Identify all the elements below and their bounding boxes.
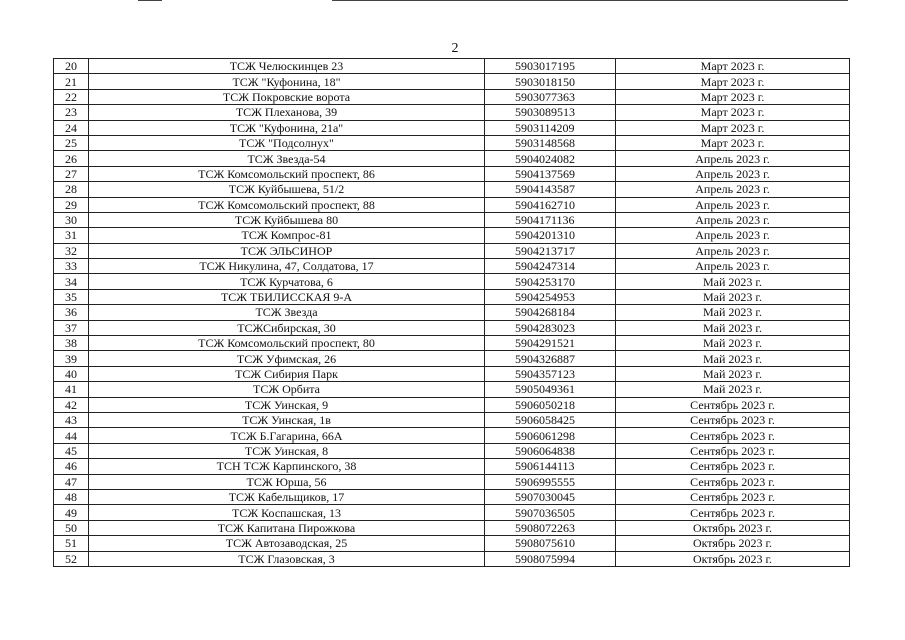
organization-name: ТСН ТСЖ Карпинского, 38 — [89, 459, 485, 474]
organization-name: ТСЖ Коспашская, 13 — [89, 505, 485, 520]
table-row — [54, 135, 850, 150]
organization-name: ТСЖ Комсомольский проспект, 80 — [89, 336, 485, 351]
period: Октябрь 2023 г. — [616, 520, 850, 535]
table-row — [54, 305, 850, 320]
row-number: 51 — [54, 536, 89, 551]
table-row — [54, 489, 850, 504]
period: Сентябрь 2023 г. — [616, 412, 850, 427]
row-number: 37 — [54, 320, 89, 335]
period: Май 2023 г. — [616, 274, 850, 289]
row-number: 22 — [54, 89, 89, 104]
organization-name: ТСЖ Звезда-54 — [89, 151, 485, 166]
period: Апрель 2023 г. — [616, 228, 850, 243]
row-number: 44 — [54, 428, 89, 443]
tax-id: 5903148568 — [485, 135, 616, 150]
organization-name: ТСЖ Курчатова, 6 — [89, 274, 485, 289]
row-number: 48 — [54, 489, 89, 504]
period: Май 2023 г. — [616, 289, 850, 304]
row-number: 47 — [54, 474, 89, 489]
row-number: 35 — [54, 289, 89, 304]
tax-id: 5904357123 — [485, 366, 616, 381]
table-row — [54, 351, 850, 366]
tax-id: 5903077363 — [485, 89, 616, 104]
period: Сентябрь 2023 г. — [616, 443, 850, 458]
top-edge-rule-left — [138, 0, 162, 1]
table-row — [54, 120, 850, 135]
tax-id: 5903017195 — [485, 59, 616, 74]
period: Апрель 2023 г. — [616, 212, 850, 227]
tax-id: 5907030045 — [485, 489, 616, 504]
organization-name: ТСЖ "Куфонина, 18" — [89, 74, 485, 89]
tax-id: 5904283023 — [485, 320, 616, 335]
row-number: 43 — [54, 412, 89, 427]
organization-name: ТСЖ Б.Гагарина, 66А — [89, 428, 485, 443]
table-row — [54, 536, 850, 551]
organization-name: ТСЖ Никулина, 47, Солдатова, 17 — [89, 259, 485, 274]
row-number: 50 — [54, 520, 89, 535]
row-number: 27 — [54, 166, 89, 181]
table-row — [54, 551, 850, 566]
table-row — [54, 320, 850, 335]
organization-name: ТСЖ ЭЛЬСИНОР — [89, 243, 485, 258]
table-row — [54, 274, 850, 289]
period: Май 2023 г. — [616, 366, 850, 381]
tax-id: 5908072263 — [485, 520, 616, 535]
table-row — [54, 412, 850, 427]
period: Сентябрь 2023 г. — [616, 459, 850, 474]
organization-name: ТСЖ Комсомольский проспект, 86 — [89, 166, 485, 181]
organization-name: ТСЖ Комсомольский проспект, 88 — [89, 197, 485, 212]
period: Март 2023 г. — [616, 59, 850, 74]
tax-id: 5905049361 — [485, 382, 616, 397]
row-number: 24 — [54, 120, 89, 135]
tax-id: 5904268184 — [485, 305, 616, 320]
row-number: 42 — [54, 397, 89, 412]
period: Апрель 2023 г. — [616, 182, 850, 197]
organization-name: ТСЖ "Куфонина, 21а" — [89, 120, 485, 135]
tax-id: 5904143587 — [485, 182, 616, 197]
organization-name: ТСЖ Капитана Пирожкова — [89, 520, 485, 535]
tax-id: 5904291521 — [485, 336, 616, 351]
organization-name: ТСЖ Кабельщиков, 17 — [89, 489, 485, 504]
table-row — [54, 397, 850, 412]
tax-id: 5903114209 — [485, 120, 616, 135]
period: Сентябрь 2023 г. — [616, 474, 850, 489]
row-number: 25 — [54, 135, 89, 150]
row-number: 32 — [54, 243, 89, 258]
tax-id: 5906995555 — [485, 474, 616, 489]
tax-id: 5904326887 — [485, 351, 616, 366]
period: Сентябрь 2023 г. — [616, 397, 850, 412]
period: Сентябрь 2023 г. — [616, 428, 850, 443]
row-number: 31 — [54, 228, 89, 243]
organization-name: ТСЖ ТБИЛИССКАЯ 9-А — [89, 289, 485, 304]
organization-name: ТСЖ Автозаводская, 25 — [89, 536, 485, 551]
tax-id: 5904024082 — [485, 151, 616, 166]
period: Май 2023 г. — [616, 305, 850, 320]
organization-name: ТСЖ Челюскинцев 23 — [89, 59, 485, 74]
page-number: 2 — [451, 41, 459, 56]
row-number: 21 — [54, 74, 89, 89]
organization-name: ТСЖ Сибирия Парк — [89, 366, 485, 381]
row-number: 33 — [54, 259, 89, 274]
row-number: 40 — [54, 366, 89, 381]
organization-name: ТСЖ Уинская, 9 — [89, 397, 485, 412]
table-row — [54, 382, 850, 397]
organization-name: ТСЖ Куйбышева 80 — [89, 212, 485, 227]
period: Март 2023 г. — [616, 135, 850, 150]
row-number: 20 — [54, 59, 89, 74]
period: Март 2023 г. — [616, 74, 850, 89]
row-number: 38 — [54, 336, 89, 351]
period: Май 2023 г. — [616, 320, 850, 335]
period: Апрель 2023 г. — [616, 243, 850, 258]
table-row — [54, 151, 850, 166]
table-row — [54, 212, 850, 227]
organization-name: ТСЖ Уинская, 1в — [89, 412, 485, 427]
period: Май 2023 г. — [616, 336, 850, 351]
row-number: 34 — [54, 274, 89, 289]
period: Май 2023 г. — [616, 382, 850, 397]
table-row — [54, 474, 850, 489]
table-row — [54, 89, 850, 104]
table-row — [54, 74, 850, 89]
table-row — [54, 105, 850, 120]
row-number: 41 — [54, 382, 89, 397]
table-row — [54, 459, 850, 474]
organization-name: ТСЖ Уинская, 8 — [89, 443, 485, 458]
tax-id: 5908075610 — [485, 536, 616, 551]
table-row — [54, 428, 850, 443]
period: Апрель 2023 г. — [616, 166, 850, 181]
registry-table-body — [54, 59, 850, 567]
tax-id: 5904201310 — [485, 228, 616, 243]
registry-table — [53, 58, 850, 567]
period: Март 2023 г. — [616, 105, 850, 120]
period: Март 2023 г. — [616, 89, 850, 104]
row-number: 49 — [54, 505, 89, 520]
period: Март 2023 г. — [616, 120, 850, 135]
tax-id: 5903018150 — [485, 74, 616, 89]
top-edge-rule-right — [332, 0, 848, 1]
organization-name: ТСЖ "Подсолнух" — [89, 135, 485, 150]
row-number: 26 — [54, 151, 89, 166]
tax-id: 5908075994 — [485, 551, 616, 566]
table-row — [54, 443, 850, 458]
tax-id: 5906058425 — [485, 412, 616, 427]
table-row — [54, 289, 850, 304]
row-number: 52 — [54, 551, 89, 566]
table-row — [54, 505, 850, 520]
table-row — [54, 336, 850, 351]
row-number: 30 — [54, 212, 89, 227]
table-row — [54, 182, 850, 197]
period: Сентябрь 2023 г. — [616, 505, 850, 520]
table-row — [54, 243, 850, 258]
row-number: 46 — [54, 459, 89, 474]
row-number: 45 — [54, 443, 89, 458]
row-number: 23 — [54, 105, 89, 120]
tax-id: 5904162710 — [485, 197, 616, 212]
organization-name: ТСЖ Покровские ворота — [89, 89, 485, 104]
organization-name: ТСЖ Глазовская, 3 — [89, 551, 485, 566]
period: Октябрь 2023 г. — [616, 551, 850, 566]
organization-name: ТСЖ Звезда — [89, 305, 485, 320]
table-row — [54, 166, 850, 181]
tax-id: 5904137569 — [485, 166, 616, 181]
tax-id: 5906144113 — [485, 459, 616, 474]
table-row — [54, 520, 850, 535]
period: Май 2023 г. — [616, 351, 850, 366]
tax-id: 5904171136 — [485, 212, 616, 227]
period: Сентябрь 2023 г. — [616, 489, 850, 504]
row-number: 39 — [54, 351, 89, 366]
organization-name: ТСЖ Плеханова, 39 — [89, 105, 485, 120]
table-row — [54, 59, 850, 74]
period: Апрель 2023 г. — [616, 151, 850, 166]
tax-id: 5904253170 — [485, 274, 616, 289]
tax-id: 5906061298 — [485, 428, 616, 443]
organization-name: ТСЖСибирская, 30 — [89, 320, 485, 335]
table-row — [54, 259, 850, 274]
organization-name: ТСЖ Компрос-81 — [89, 228, 485, 243]
table-row — [54, 197, 850, 212]
organization-name: ТСЖ Куйбышева, 51/2 — [89, 182, 485, 197]
organization-name: ТСЖ Уфимская, 26 — [89, 351, 485, 366]
tax-id: 5906050218 — [485, 397, 616, 412]
row-number: 28 — [54, 182, 89, 197]
tax-id: 5904247314 — [485, 259, 616, 274]
table-row — [54, 228, 850, 243]
tax-id: 5903089513 — [485, 105, 616, 120]
organization-name: ТСЖ Юрша, 56 — [89, 474, 485, 489]
row-number: 36 — [54, 305, 89, 320]
table-row — [54, 366, 850, 381]
row-number: 29 — [54, 197, 89, 212]
tax-id: 5906064838 — [485, 443, 616, 458]
tax-id: 5904254953 — [485, 289, 616, 304]
organization-name: ТСЖ Орбита — [89, 382, 485, 397]
period: Апрель 2023 г. — [616, 197, 850, 212]
period: Октябрь 2023 г. — [616, 536, 850, 551]
tax-id: 5904213717 — [485, 243, 616, 258]
period: Апрель 2023 г. — [616, 259, 850, 274]
tax-id: 5907036505 — [485, 505, 616, 520]
